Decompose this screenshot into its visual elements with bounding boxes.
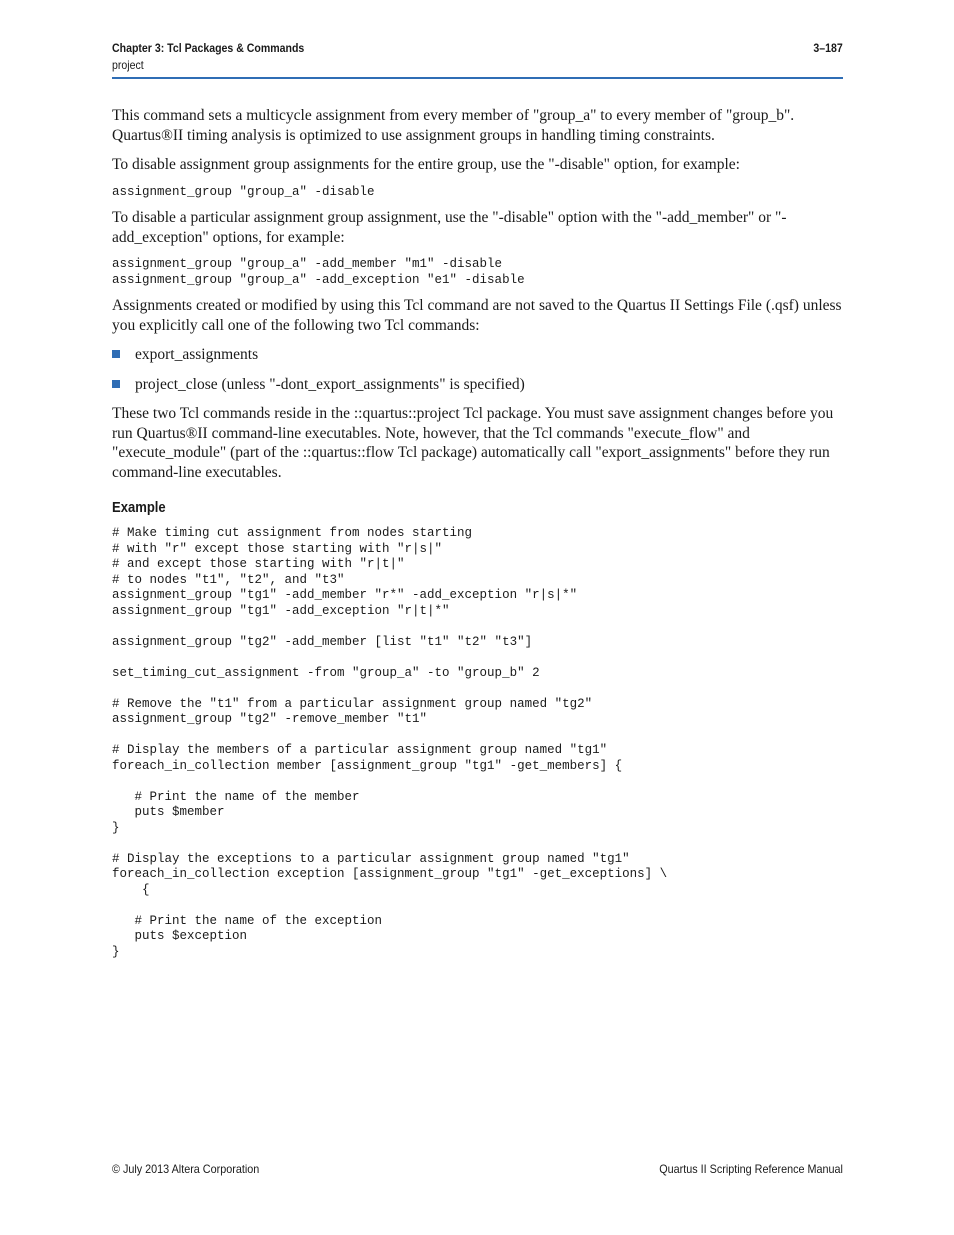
paragraph-disable-group: To disable assignment group assignments for the entire group, use the "-disable" option, for example: [112, 156, 740, 173]
footer-copyright: © July 2013 Altera Corporation [112, 1162, 260, 1176]
page-number: 3–187 [813, 41, 843, 55]
code-block-disable: assignment_group "group_a" -disable [112, 184, 375, 199]
square-bullet-icon [112, 350, 120, 358]
code-block-disable-member: assignment_group "group_a" -add_member "m1" -disable assignment_group "group_a" -add_exception "e1" -disable [112, 257, 525, 287]
paragraph-not-saved: Assignments created or modified by using this Tcl command are not saved to the Quartus II Settings File (.qsf) unless you explicitly call one of the following two Tcl commands: [112, 297, 842, 334]
command-list [112, 345, 843, 394]
chapter-title: Chapter 3: Tcl Packages & Commands [112, 41, 305, 55]
list-item [112, 375, 843, 395]
example-heading: Example [112, 500, 166, 516]
list-item-text: export_assignments [135, 346, 259, 363]
list-item [112, 345, 843, 365]
paragraph-intro: This command sets a multicycle assignment from every member of "group_a" to every member of "group_b". Quartus®II timing analysis is optimized to use assignment groups in handling timing constraints. [112, 107, 795, 144]
paragraph-disable-particular: To disable a particular assignment group assignment, use the "-disable" option with the "-add_member" or "-add_exception" options, for example: [112, 209, 787, 246]
example-code-block: # Make timing cut assignment from nodes starting # with "r" except those starting with "r|s|" # and except those starting with "r|t|" # to nodes "t1", "t2", and "t3" assignment_group "tg1" -add_member "r*" -add_exception "r|s|*" assignment_group "tg1" -add_exception "r|t|*" assignment_group "tg2" -add_member [list "t1" "t2" "t3"] set_timing_cut_assignment -from "group_a" -to "group_b" 2 # Remove the "t1" from a particular assignment group named "tg2" assignment_group "tg2" -remove_member "t1" # Display the members of a particular assignment group named "tg1" foreach_in_collection member [assignment_group "tg1" -get_members] { # Print the name of the member puts $member } # Display the exceptions to a particular assignment group named "tg1" foreach_in_collection exception [assignment_group "tg1" -get_exceptions] \ { # Print the name of the exception puts $exception } [112, 526, 668, 959]
list-item-text: project_close (unless "-dont_export_assignments" is specified) [135, 375, 525, 393]
paragraph-package-note: These two Tcl commands reside in the ::quartus::project Tcl package. You must save assignment changes before you run Quartus®II command-line executables. Note, however, that the Tcl commands "execute_flow" and "execute_module" (part of the ::quartus::flow Tcl package) automatically call "export_assignments" before they run command-line executables. [112, 405, 834, 481]
section-name: project [112, 58, 144, 72]
header-rule [112, 77, 843, 79]
square-bullet-icon [112, 380, 120, 388]
page-header [112, 41, 843, 72]
footer-row [112, 1162, 843, 1176]
footer-manual-title: Quartus II Scripting Reference Manual [659, 1162, 843, 1176]
page-footer [112, 1162, 843, 1176]
header-row [112, 41, 843, 55]
page-content [112, 106, 843, 968]
